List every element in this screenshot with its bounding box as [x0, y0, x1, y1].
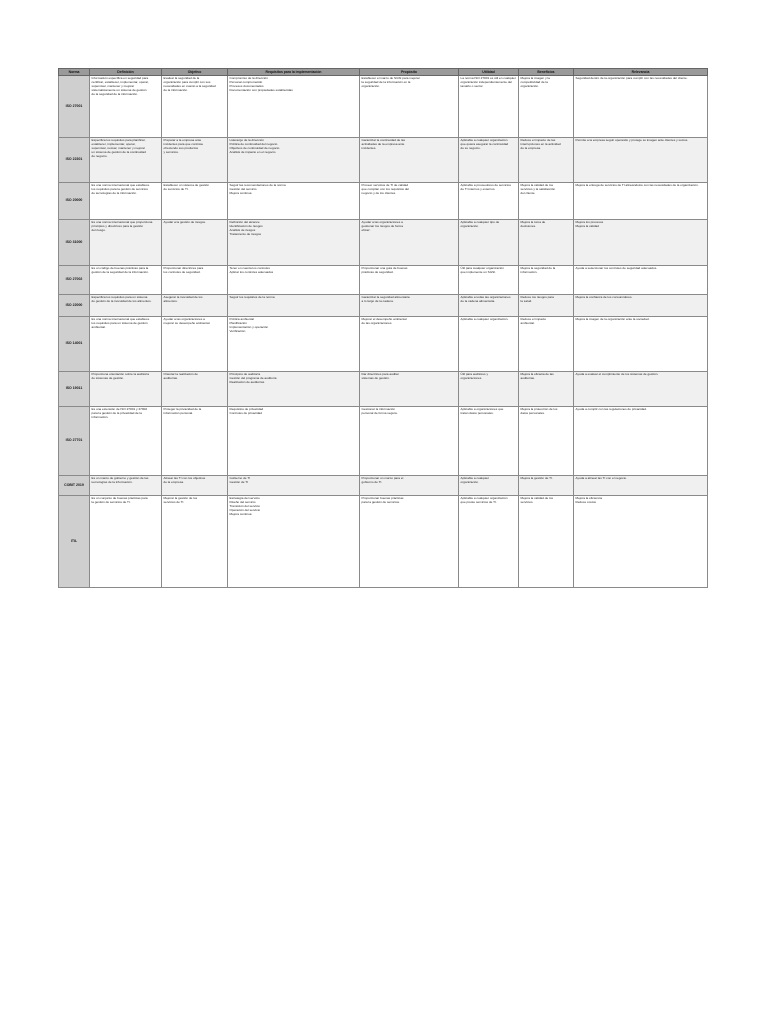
standard-name-cell: ISO 31000	[59, 220, 90, 266]
cell-text: Es un código de buenas prácticas para la gestión de la seguridad de la información.	[91, 266, 149, 274]
table-cell	[360, 266, 459, 295]
document-page	[58, 68, 707, 588]
cell-text: Es un conjunto de buenas prácticas para la gestión de servicios de TI.	[91, 496, 148, 504]
column-header: Requisitos para la implementación	[228, 69, 360, 76]
cell-text: Ayuda a seleccionar los controles de seguridad adecuados.	[575, 266, 658, 270]
cell-text: Aplicable a cualquier tipo de organización.	[460, 220, 500, 228]
table-cell	[90, 138, 162, 183]
table-cell	[360, 317, 459, 372]
table-cell	[360, 220, 459, 266]
table-cell	[574, 317, 708, 372]
cell-text: Gobierno de TI Gestión de TI	[229, 476, 251, 484]
table-row	[59, 138, 708, 183]
cell-text: Proporcionar un marco para el gobierno de TI.	[361, 476, 404, 484]
table-cell	[360, 76, 459, 138]
cell-text: Ayudar a la gestión de riesgos.	[163, 220, 206, 224]
standard-name-cell: ISO 22000	[59, 295, 90, 317]
table-cell	[90, 476, 162, 496]
table-cell	[90, 220, 162, 266]
table-cell	[459, 496, 519, 588]
cell-text: Permite a la empresa seguir operando y protege su imagen ante clientes y socios.	[575, 138, 689, 142]
cell-text: Mejora la eficacia de las auditorías.	[520, 372, 554, 380]
table-cell	[519, 76, 574, 138]
cell-text: Aplicable a cualquier organización que preste servicios de TI.	[460, 496, 508, 504]
cell-text: Garantizar la continuidad de las actividades de la empresa ante incidentes.	[361, 138, 406, 150]
table-cell	[90, 317, 162, 372]
table-cell	[228, 476, 360, 496]
table-cell	[574, 183, 708, 220]
table-cell	[459, 317, 519, 372]
table-cell	[90, 295, 162, 317]
cell-text: Orientar la realización de auditorías.	[163, 372, 198, 380]
cell-text: Útil para auditores y organizaciones.	[460, 372, 489, 380]
cell-text: Es una norma internacional que proporciona principios y directrices para la gestión del riesgo.	[91, 220, 153, 232]
table-cell	[519, 496, 574, 588]
cell-text: Proporcionar una guía de buenas prácticas de seguridad.	[361, 266, 408, 274]
table-row	[59, 266, 708, 295]
table-cell	[459, 372, 519, 407]
table-cell	[90, 76, 162, 138]
table-cell	[228, 295, 360, 317]
table-cell	[519, 372, 574, 407]
cell-text: Es un marco de gobierno y gestión de las tecnologías de la información.	[91, 476, 149, 484]
table-cell	[459, 407, 519, 476]
cell-text: Mejorar la gestión de los servicios de TI.	[163, 496, 198, 504]
table-cell	[574, 496, 708, 588]
table-cell	[519, 183, 574, 220]
table-cell	[574, 295, 708, 317]
cell-text: Ayuda a evaluar el cumplimiento de los sistemas de gestión.	[575, 372, 659, 376]
cell-text: Mejora la protección de los datos personales.	[520, 407, 558, 415]
table-cell	[228, 183, 360, 220]
table-row	[59, 295, 708, 317]
table-cell	[519, 317, 574, 372]
table-row	[59, 317, 708, 372]
table-cell	[574, 138, 708, 183]
cell-text: Es una extensión de ISO 27001 y 27002 para la gestión de la privacidad de la información.	[91, 407, 148, 419]
cell-text: Mejora la seguridad de la información.	[520, 266, 556, 274]
table-cell	[574, 407, 708, 476]
cell-text: Alinear las TI con los objetivos de la empresa.	[163, 476, 206, 484]
cell-text: Aplicable a cualquier organización.	[460, 476, 490, 484]
table-row	[59, 183, 708, 220]
table-cell	[519, 407, 574, 476]
table-cell	[574, 220, 708, 266]
table-cell	[459, 476, 519, 496]
table-cell	[162, 220, 228, 266]
cell-text: La norma ISO 27001 es útil en cualquier organización independientemente del tamaño o sector.	[460, 76, 516, 88]
table-cell	[574, 76, 708, 138]
table-cell	[360, 407, 459, 476]
cell-text: Mejora los procesos Mejora la calidad	[575, 220, 604, 228]
standard-name-cell: ISO 19011	[59, 372, 90, 407]
cell-text: Mejora la imagen de la organización ante la sociedad.	[575, 317, 650, 321]
standard-name-cell: ISO 20000	[59, 183, 90, 220]
table-cell	[162, 138, 228, 183]
cell-text: Mejora la entrega de servicios de TI alineándolos con las necesidades de la organización.	[575, 183, 699, 187]
cell-text: Seguir los requisitos de la norma	[229, 295, 275, 299]
cell-text: Liderazgo de la dirección Política de continuidad del negocio Objetivos de continuidad de negocio Análisis de impacto en el negocio	[229, 138, 280, 154]
table-cell	[162, 183, 228, 220]
cell-text: Es una norma internacional que establece los requisitos para la gestión de servicios de tecnologías de la información.	[91, 183, 150, 195]
cell-text: Mejora la imagen y la competitividad de la organización.	[520, 76, 550, 88]
table-cell	[90, 407, 162, 476]
table-cell	[162, 372, 228, 407]
table-cell	[228, 266, 360, 295]
cell-text: Ayuda a alinear las TI con el negocio.	[575, 476, 627, 480]
cell-text: Información específica en seguridad para certificar, establecer, implementar, operar, supervisar, mantener y mejorar sistemáticamente un sistema de gestión de la seguridad de la información.	[91, 76, 149, 96]
standard-name-cell: ISO 14001	[59, 317, 90, 372]
cell-text: Proporcionar directrices para los controles de seguridad.	[163, 266, 204, 274]
cell-text: Seguir las recomendaciones de la norma Gestión del servicio Mejora continua	[229, 183, 286, 195]
standard-name-cell: ITIL	[59, 496, 90, 588]
cell-text: Aplicable a cualquier organización.	[460, 317, 509, 321]
cell-text: Mejora la eficiencia Reduce costos	[575, 496, 602, 504]
column-header: Objetivo	[162, 69, 228, 76]
table-cell	[360, 372, 459, 407]
cell-text: Requisitos de privacidad Controles de privacidad	[229, 407, 264, 415]
table-cell	[459, 183, 519, 220]
cell-text: Mejora la confianza de los consumidores.	[575, 295, 633, 299]
cell-text: Seguridad dentro de la organización para cumplir con las necesidades del cliente.	[575, 76, 688, 80]
cell-text: Ayudar a las organizaciones a gestionar los riesgos de forma eficaz.	[361, 220, 403, 232]
cell-text: Aplicable a proveedores de servicios de TI internos y externos.	[460, 183, 511, 191]
table-cell	[360, 496, 459, 588]
table-row	[59, 76, 708, 138]
cell-text: Principios de auditoría Gestión del programa de auditoría Realización de auditorías	[229, 372, 277, 384]
table-cell	[162, 476, 228, 496]
table-cell	[360, 295, 459, 317]
cell-text: Proporcionar buenas prácticas para la gestión de servicios.	[361, 496, 404, 504]
cell-text: Preparar a la empresa ante incidentes para que continúe ofreciendo sus productos y servicios.	[163, 138, 204, 154]
table-cell	[360, 183, 459, 220]
table-cell	[459, 138, 519, 183]
cell-text: Aplicable a cualquier organización que quiera asegurar la continuidad de su negocio.	[460, 138, 509, 150]
cell-text: Mejora la calidad de los servicios.	[520, 496, 554, 504]
standard-name-cell: ISO 22301	[59, 138, 90, 183]
cell-text: Mejorar el desempeño ambiental de las organizaciones.	[361, 317, 407, 325]
cell-text: Proporciona orientación sobre la auditoría de sistemas de gestión.	[91, 372, 149, 380]
table-cell	[90, 183, 162, 220]
table-cell	[228, 317, 360, 372]
cell-text: Reduce el impacto de las interrupciones en la actividad de la empresa.	[520, 138, 561, 150]
table-cell	[519, 266, 574, 295]
table-header-row	[59, 69, 708, 76]
cell-text: Tener en cuenta los controles Aplicar los controles adecuados	[229, 266, 274, 274]
table-cell	[574, 476, 708, 496]
standard-name-cell: ISO 27002	[59, 266, 90, 295]
table-cell	[574, 266, 708, 295]
table-cell	[574, 372, 708, 407]
standards-table	[58, 68, 708, 588]
cell-text: Ayuda a cumplir con las regulaciones de privacidad.	[575, 407, 647, 411]
cell-text: Aplicable a organizaciones que tratan datos personales.	[460, 407, 504, 415]
table-cell	[228, 496, 360, 588]
cell-text: Proveer servicios de TI de calidad que cumplan con los requisitos del negocio y de los clientes.	[361, 183, 409, 195]
table-row	[59, 496, 708, 588]
cell-text: Definición del alcance Identificación de riesgos Análisis de riesgos Tratamiento de riesgos	[229, 220, 263, 236]
cell-text: Compromiso de la dirección Personal comprometido Procesos documentados Documentación con propiedades establecidas	[229, 76, 293, 92]
cell-text: Asegurar la inocuidad de los alimentos.	[163, 295, 203, 303]
table-cell	[162, 407, 228, 476]
cell-text: Garantizar la seguridad alimentaria a lo largo de la cadena.	[361, 295, 410, 303]
table-cell	[459, 295, 519, 317]
table-cell	[459, 76, 519, 138]
table-body	[59, 76, 708, 588]
cell-text: Especifica los requisitos para un sistema de gestión de la inocuidad de los alimentos.	[91, 295, 152, 303]
cell-text: Aplicable a todas las organizaciones de la cadena alimentaria.	[460, 295, 511, 303]
column-header: Definición	[90, 69, 162, 76]
cell-text: Reduce el impacto ambiental.	[520, 317, 547, 325]
table-cell	[519, 295, 574, 317]
column-header: Utilidad	[459, 69, 519, 76]
cell-text: Ayudar a las organizaciones a mejorar su desempeño ambiental.	[163, 317, 211, 325]
cell-text: Política ambiental Planificación Implementación y operación Verificación	[229, 317, 269, 333]
column-header: Beneficios	[519, 69, 574, 76]
table-cell	[228, 76, 360, 138]
table-row	[59, 407, 708, 476]
cell-text: Establecer el marco de SGSI para mejorar la seguridad de la información en la organización.	[361, 76, 420, 88]
table-cell	[90, 266, 162, 295]
table-cell	[360, 476, 459, 496]
table-cell	[519, 220, 574, 266]
table-cell	[228, 220, 360, 266]
cell-text: Especifica los requisitos para planificar, establecer, implementar, operar, supervisar, revisar, mantener y mejorar un sistema de gestión de la continuidad de negocio.	[91, 138, 146, 158]
table-cell	[459, 266, 519, 295]
cell-text: Reduce los riesgos para la salud.	[520, 295, 554, 303]
table-cell	[519, 476, 574, 496]
cell-text: Es una norma internacional que establece los requisitos para un sistema de gestión ambiental.	[91, 317, 150, 329]
cell-text: Dar directrices para auditar sistemas de gestión.	[361, 372, 399, 380]
table-row	[59, 372, 708, 407]
column-header: Relevancia	[574, 69, 708, 76]
cell-text: Mejora la toma de decisiones.	[520, 220, 546, 228]
table-cell	[519, 138, 574, 183]
standard-name-cell: ISO 27001	[59, 76, 90, 138]
cell-text: Útil para cualquier organización que implemente un SGSI.	[460, 266, 504, 274]
table-cell	[162, 76, 228, 138]
cell-text: Gestionar la información personal de forma segura.	[361, 407, 398, 415]
table-row	[59, 220, 708, 266]
table-cell	[459, 220, 519, 266]
cell-text: Establecer un sistema de gestión de servicios de TI.	[163, 183, 210, 191]
table-cell	[360, 138, 459, 183]
cell-text: Estrategia del servicio Diseño del servicio Transición del servicio Operación del servicio Mejora continua	[229, 496, 261, 516]
cell-text: Proteger la privacidad de la información personal.	[163, 407, 202, 415]
table-cell	[162, 266, 228, 295]
table-row	[59, 476, 708, 496]
table-cell	[228, 138, 360, 183]
column-header: Propósito	[360, 69, 459, 76]
cell-text: Mejora la gestión de TI.	[520, 476, 553, 480]
table-cell	[90, 496, 162, 588]
standard-name-cell: ISO 27701	[59, 407, 90, 476]
cell-text: Mejora la calidad de los servicios y la satisfacción del cliente.	[520, 183, 556, 195]
cell-text: Evaluar la seguridad de la organización para cumplir con sus necesidades en cuanto a la seguridad de la información.	[163, 76, 216, 92]
standard-name-cell: COBIT 2019	[59, 476, 90, 496]
table-cell	[162, 317, 228, 372]
table-cell	[228, 407, 360, 476]
table-cell	[162, 496, 228, 588]
table-cell	[228, 372, 360, 407]
table-cell	[162, 295, 228, 317]
table-cell	[90, 372, 162, 407]
column-header: Norma	[59, 69, 90, 76]
